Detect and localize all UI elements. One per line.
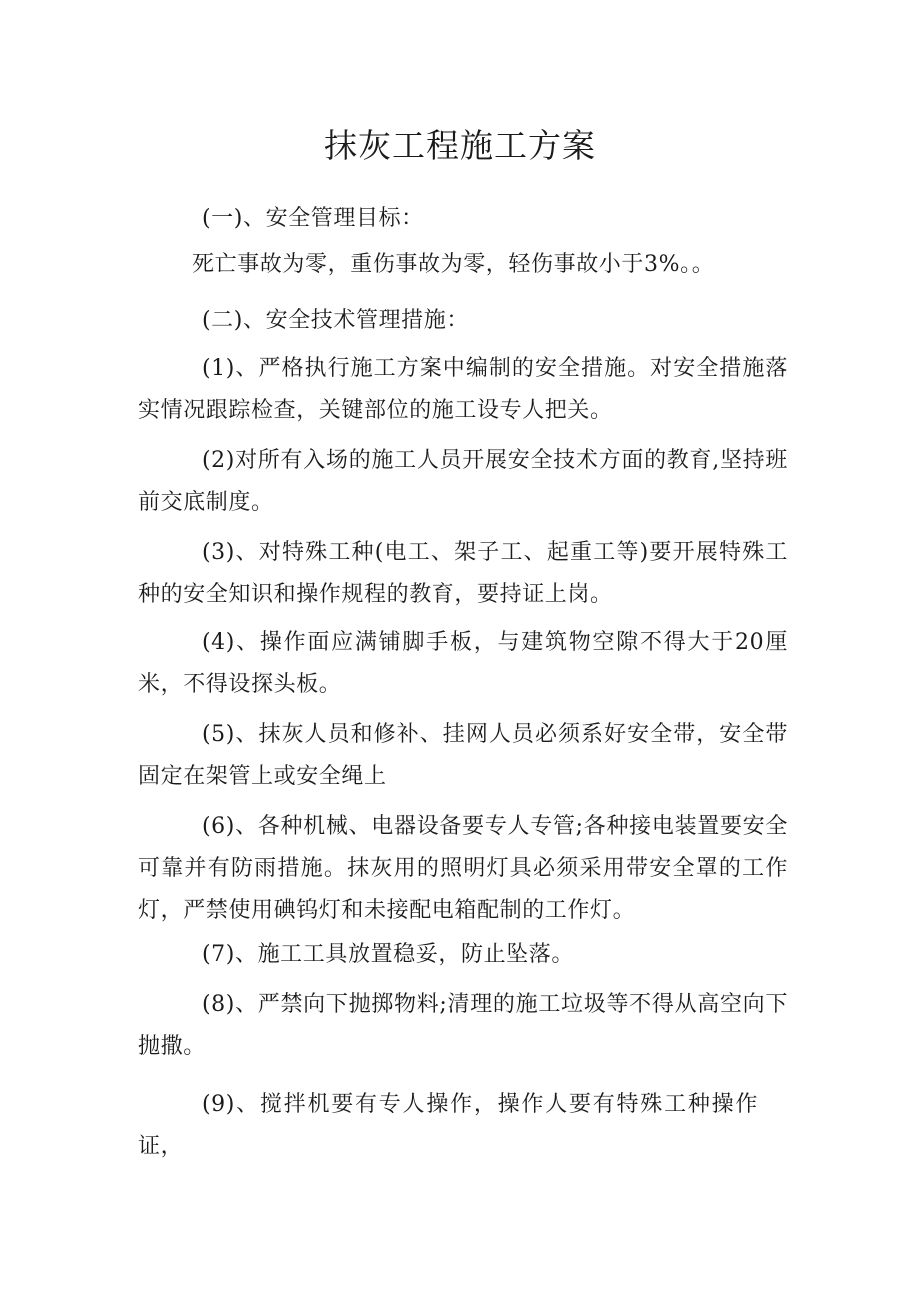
paragraph-safety-goal-heading: (一)、安全管理目标： — [202, 206, 424, 231]
paragraph-measure-4: (4)、操作面应满铺脚手板，与建筑物空隙不得大于20厘米，不得设探头板。 — [138, 630, 788, 697]
paragraph-measure-9: (9)、搅拌机要有专人操作，操作人要有特殊工种操作证， — [138, 1092, 758, 1159]
paragraph-measure-2: (2)对所有入场的施工人员开展安全技术方面的教育,坚持班前交底制度。 — [138, 448, 788, 515]
paragraph-measure-8: (8)、严禁向下抛掷物料;清理的施工垃圾等不得从高空向下抛撒。 — [138, 992, 788, 1059]
paragraph-measure-5: (5)、抹灰人员和修补、挂网人员必须系好安全带，安全带固定在架管上或安全绳上 — [138, 722, 788, 789]
paragraph-measure-3: (3)、对特殊工种(电工、架子工、起重工等)要开展特殊工种的安全知识和操作规程的教育，要持证上岗。 — [138, 540, 788, 607]
paragraph-measure-1: (1)、严格执行施工方案中编制的安全措施。对安全措施落实情况跟踪检查，关键部位的施工设专人把关。 — [138, 356, 788, 423]
paragraph-measure-6: (6)、各种机械、电器设备要专人专管;各种接电装置要安全可靠并有防雨措施。抹灰用的照明灯具必须采用带安全罩的工作灯，严禁使用碘钨灯和未接配电箱配制的工作灯。 — [138, 814, 788, 923]
paragraph-measures-heading: (二)、安全技术管理措施： — [202, 308, 469, 333]
document-title: 抹灰工程施工方案 — [324, 126, 596, 165]
paragraph-safety-goal: 死亡事故为零，重伤事故为零，轻伤事故小于3%。。 — [192, 252, 715, 277]
paragraph-measure-7: (7)、施工工具放置稳妥，防止坠落。 — [202, 942, 574, 967]
